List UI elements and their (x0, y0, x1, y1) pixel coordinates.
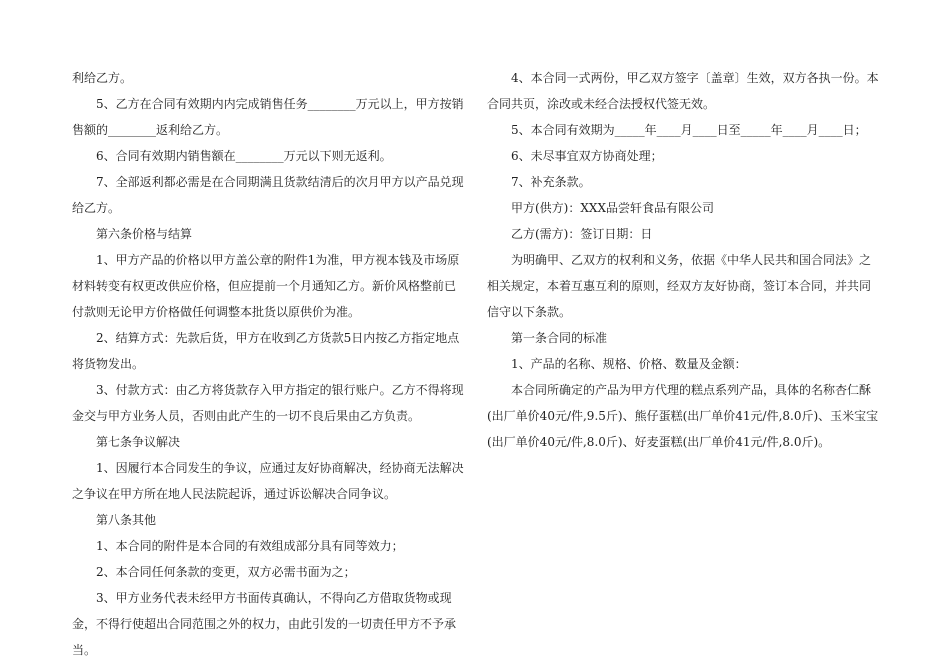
paragraph: 第一条合同的标准 (511, 331, 608, 345)
paragraph: 6、合同有效期内销售额在________万元以下则无返利。 (96, 149, 392, 163)
paragraph: 为明确甲、乙双方的权利和义务，依据《中华人民共和国合同法》之相关规定，本着互惠互利的原则，经双方友好协商，签订本合同，并共同信守以下条款。 (487, 253, 872, 319)
paragraph: 3、付款方式：由乙方将货款存入甲方指定的银行账户。乙方不得将现金交与甲方业务人员，否则由此产生的一切不良后果由乙方负责。 (72, 383, 464, 423)
paragraph: 1、因履行本合同发生的争议，应通过友好协商解决，经协商无法解决之争议在甲方所在地人民法院起诉，通过诉讼解决合同争议。 (72, 461, 464, 501)
paragraph: 第七条争议解决 (96, 435, 181, 449)
paragraph: 5、本合同有效期为_____年____月____日至_____年____月____日； (511, 123, 867, 137)
left-column (72, 65, 464, 663)
paragraph: 甲方(供方)：XXX品尝轩食品有限公司 (511, 201, 714, 215)
paragraph: 利给乙方。 (72, 71, 133, 85)
paragraph: 第六条价格与结算 (96, 227, 193, 241)
right-column (487, 65, 879, 455)
paragraph: 2、本合同任何条款的变更，双方必需书面为之； (96, 565, 356, 579)
paragraph: 3、甲方业务代表未经甲方书面传真确认，不得向乙方借取货物或现金，不得行使超出合同范围之外的权力，由此引发的一切责任甲方不予承当。 (72, 591, 457, 657)
paragraph: 1、本合同的附件是本合同的有效组成部分具有同等效力； (96, 539, 404, 553)
paragraph: 本合同所确定的产品为甲方代理的糕点系列产品，具体的名称杏仁酥(出厂单价40元/件,9.5斤)、熊仔蛋糕(出厂单价41元/件,8.0斤)、玉米宝宝(出厂单价40元/件,8.0斤)、好麦蛋糕(出厂单价41元/件,8.0斤)。 (487, 383, 879, 449)
paragraph: 7、补充条款。 (511, 175, 591, 189)
paragraph: 1、甲方产品的价格以甲方盖公章的附件1为准，甲方视本钱及市场原材料转变有权更改供应价格，但应提前一个月通知乙方。新价风格整前已付款则无论甲方价格做任何调整本批货以原供价为准。 (72, 253, 460, 319)
paragraph: 2、结算方式：先款后货，甲方在收到乙方货款5日内按乙方指定地点将货物发出。 (72, 331, 460, 371)
paragraph: 乙方(需方)：签订日期：日 (511, 227, 653, 241)
paragraph: 1、产品的名称、规格、价格、数量及金额： (511, 357, 747, 371)
paragraph: 4、本合同一式两份，甲乙双方签字〔盖章〕生效，双方各执一份。本合同共页，涂改或未经合法授权代签无效。 (487, 71, 879, 111)
paragraph: 6、未尽事宜双方协商处理； (511, 149, 663, 163)
paragraph: 7、全部返利都必需是在合同期满且货款结清后的次月甲方以产品兑现给乙方。 (72, 175, 464, 215)
paragraph: 第八条其他 (96, 513, 157, 527)
paragraph: 5、乙方在合同有效期内内完成销售任务________万元以上，甲方按销售额的________返利给乙方。 (72, 97, 464, 137)
